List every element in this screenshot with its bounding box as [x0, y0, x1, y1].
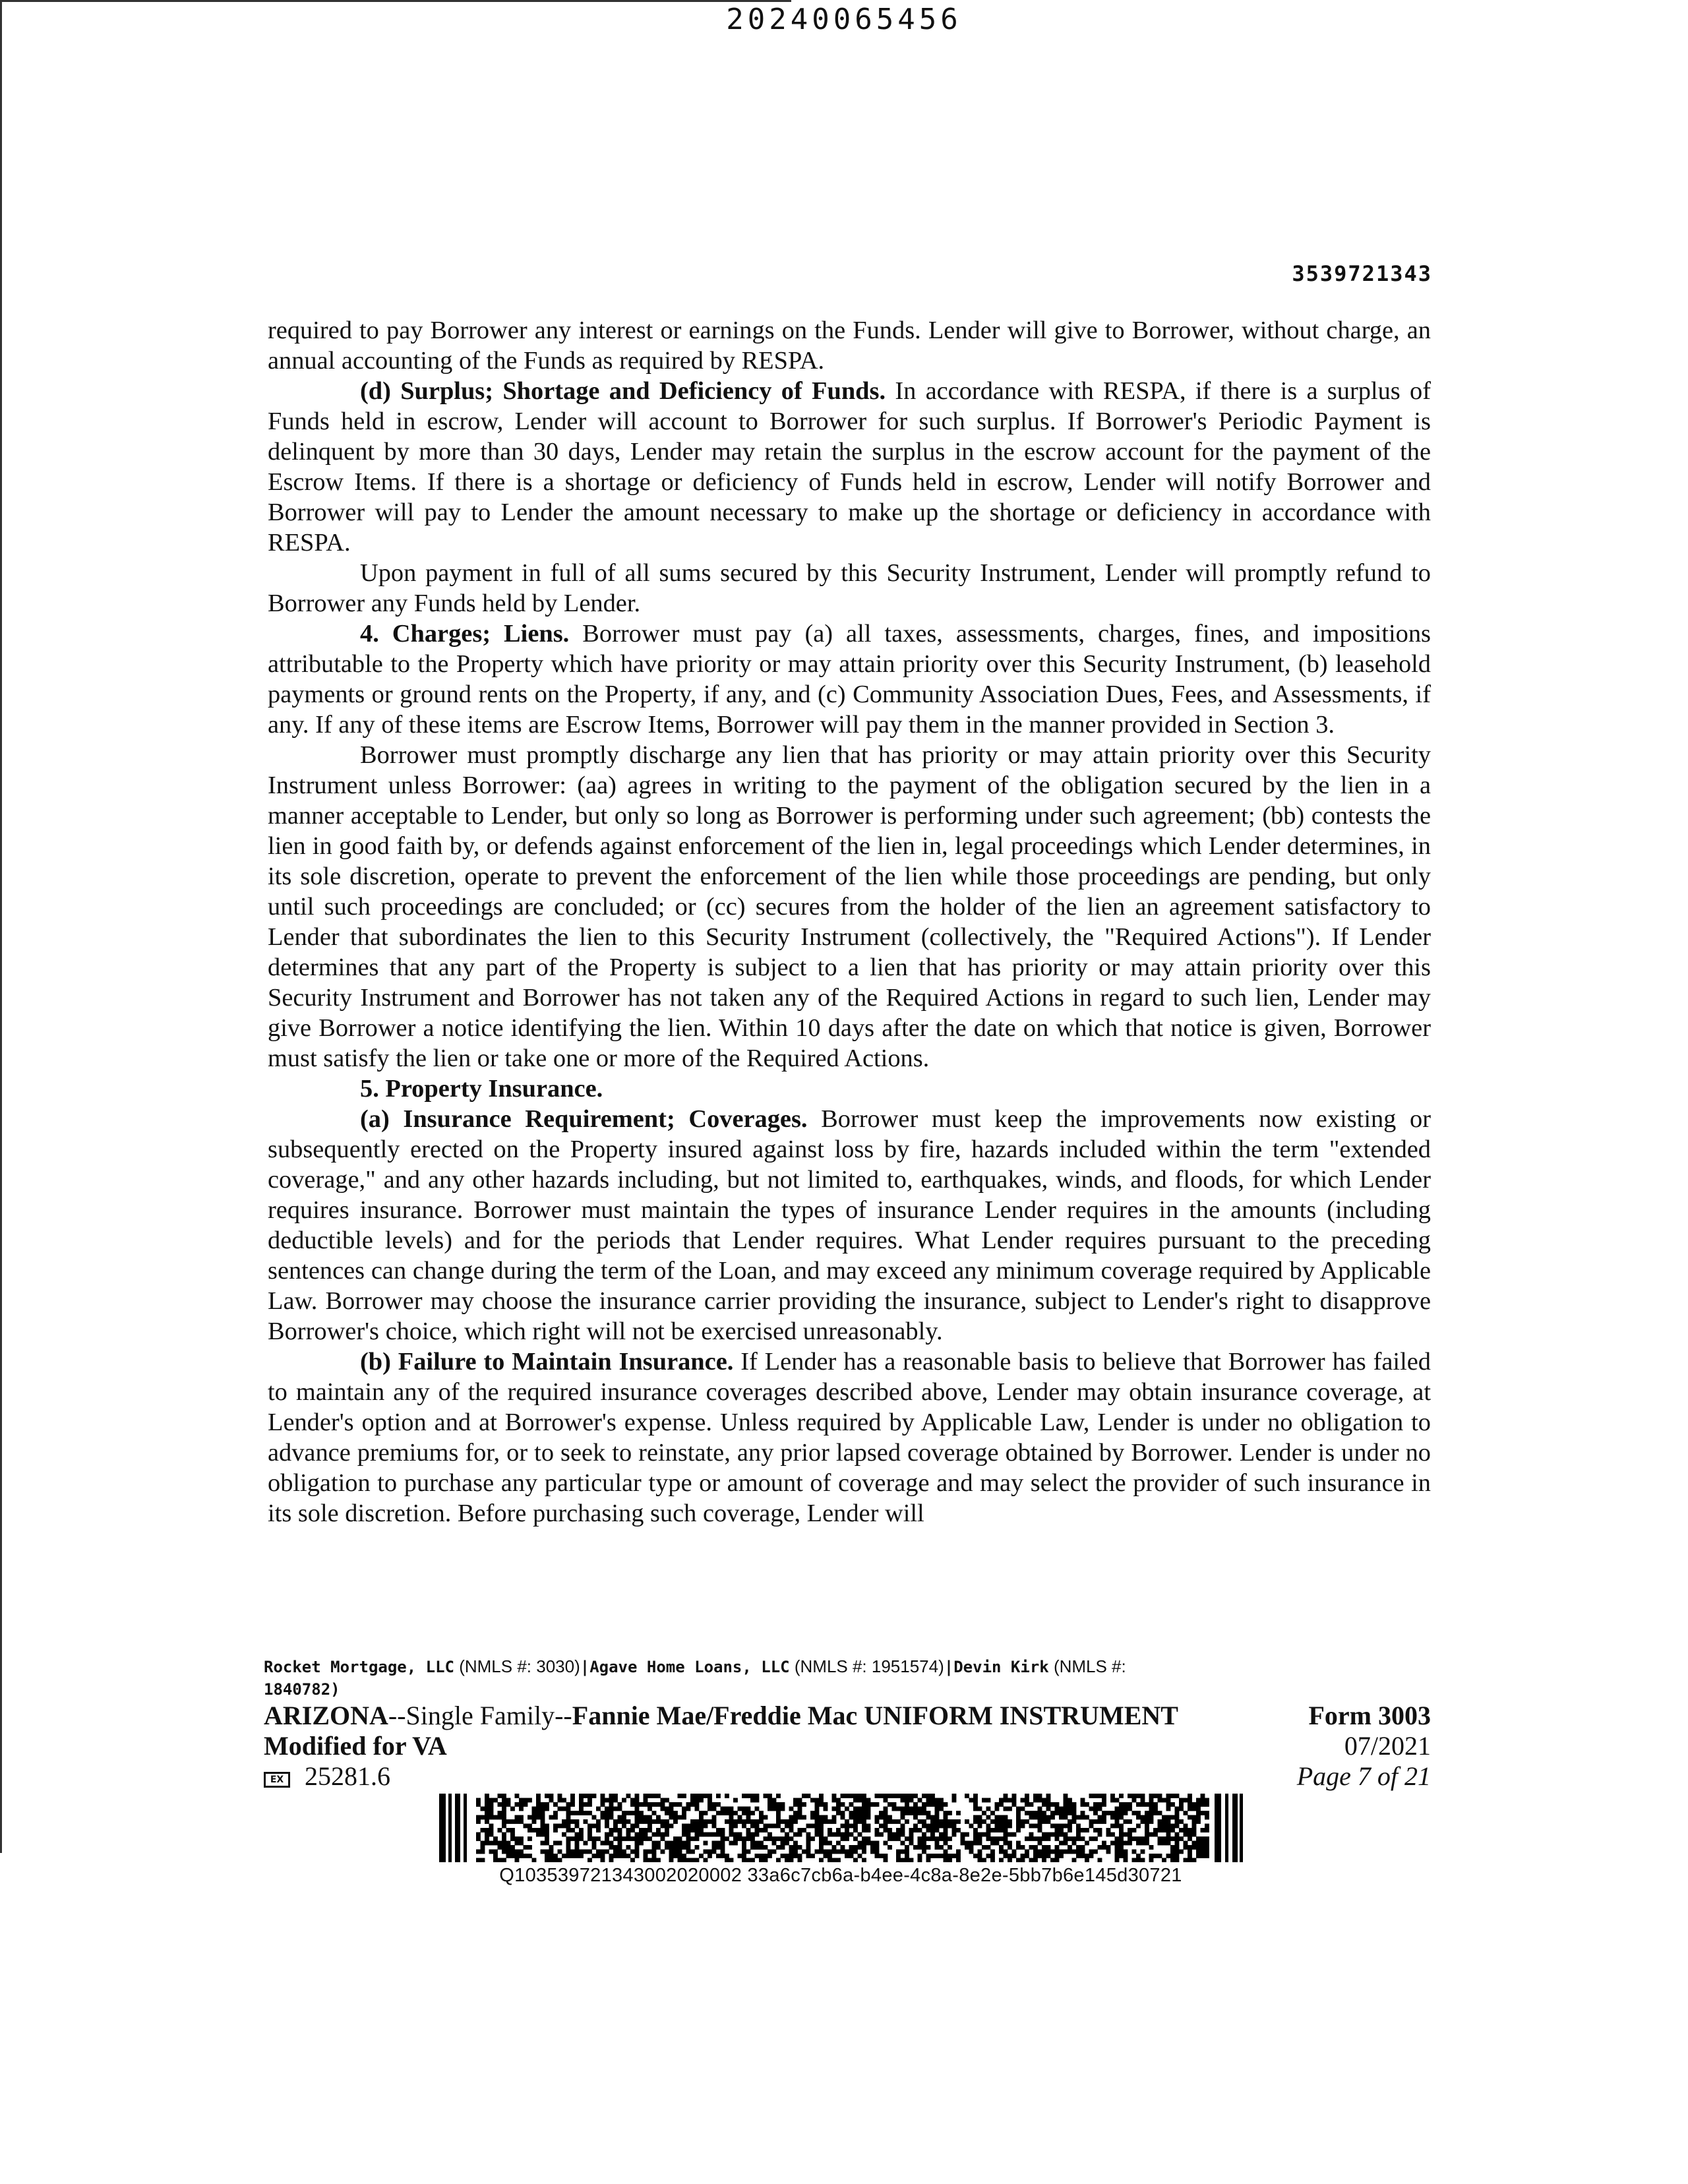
form-info-row	[264, 1701, 1431, 1792]
form-footer	[264, 1655, 1431, 1792]
lender-line	[264, 1655, 1431, 1701]
form-number: Form 3003	[1308, 1701, 1431, 1730]
separator: |	[580, 1658, 590, 1676]
form-number-block	[1297, 1701, 1431, 1792]
paragraph	[268, 619, 1431, 740]
form-state: ARIZONA	[264, 1701, 388, 1730]
paragraph-text: In accordance with RESPA, if there is a surplus of Funds held in escrow, Lender will account to Borrower for such surplus. If Borrower's Periodic Payment is delinquent by more than 30 days, Lender may retain the surplus in the escrow account for the payment of the Escrow Items. If there is a shortage or deficiency of Funds held in escrow, Lender will notify Borrower and Borrower will pay to Lender the amount necessary to make up the shortage or deficiency in accordance with RESPA.	[268, 377, 1431, 557]
page-number: Page 7 of 21	[1296, 1761, 1431, 1791]
section-heading: (a) Insurance Requirement; Coverages.	[360, 1105, 808, 1133]
section-heading: 5. Property Insurance.	[360, 1075, 603, 1103]
nmls-label: (NMLS #:	[1048, 1656, 1126, 1676]
nmls-number: (NMLS #: 3030)	[454, 1656, 580, 1676]
document-body	[268, 315, 1431, 1529]
barcode-text: Q103539721343002020002 33a6c7cb6a-b4ee-4c8a-8e2e-5bb7b6e145d30721	[499, 1865, 1182, 1886]
scan-edge-top	[0, 0, 791, 2]
nmls-number: 1840782)	[264, 1680, 340, 1699]
form-date: 07/2021	[1344, 1731, 1431, 1761]
paragraph	[268, 1347, 1431, 1529]
section-heading: 4. Charges; Liens.	[360, 620, 570, 648]
barcode-block	[435, 1794, 1246, 1887]
form-title-block	[264, 1701, 1178, 1792]
document-icon: EX	[264, 1772, 290, 1788]
paragraph	[268, 1104, 1431, 1347]
paragraph: Upon payment in full of all sums secured by this Security Instrument, Lender will promptly refund to Borrower any Funds held by Lender.	[268, 559, 1431, 617]
lender-name: Rocket Mortgage, LLC	[264, 1658, 454, 1676]
form-modified: Modified for VA	[264, 1731, 447, 1761]
recording-number: 20240065456	[726, 3, 962, 36]
section-heading: (d) Surplus; Shortage and Deficiency of Funds.	[360, 377, 886, 405]
form-family: --Single Family--	[388, 1701, 572, 1730]
paragraph-text: If Lender has a reasonable basis to believe that Borrower has failed to maintain any of the required insurance coverages described above, Lender may obtain insurance coverage, at Lender's option and at Borrower's expense. Unless required by Applicable Law, Lender is under no obligation to advance premiums for, or to seek to reinstate, any prior lapsed coverage obtained by Borrower. Lender is under no obligation to purchase any particular type or amount of coverage and may select the provider of such insurance in its sole discretion. Before purchasing such coverage, Lender will	[268, 1348, 1431, 1527]
nmls-number: (NMLS #: 1951574)	[789, 1656, 944, 1676]
loan-originator-name: Devin Kirk	[953, 1658, 1049, 1676]
paragraph	[268, 376, 1431, 558]
paragraph: required to pay Borrower any interest or earnings on the Funds. Lender will give to Borrower, without charge, an annual accounting of the Funds as required by RESPA.	[268, 317, 1431, 375]
paragraph-text: Borrower must keep the improvements now existing or subsequently erected on the Property insured against loss by fire, hazards included within the term "extended coverage," and any other hazards including, but not limited to, earthquakes, winds, and floods, for which Lender requires insurance. Borrower must maintain the types of insurance Lender requires in the amounts (including deductible levels) and for the periods that Lender requires. What Lender requires pursuant to the preceding sentences can change during the term of the Loan, and may exceed any minimum coverage required by Applicable Law. Borrower may choose the insurance carrier providing the insurance, subject to Lender's right to disapprove Borrower's choice, which right will not be exercised unreasonably.	[268, 1105, 1431, 1345]
lender-name: Agave Home Loans, LLC	[589, 1658, 790, 1676]
paragraph	[268, 1074, 1431, 1104]
paragraph-text: Borrower must pay (a) all taxes, assessments, charges, fines, and impositions attributable to the Property which have priority or may attain priority over this Security Instrument, (b) leasehold payments or ground rents on the Property, if any, and (c) Community Association Dues, Fees, and Assessments, if any. If any of these items are Escrow Items, Borrower will pay them in the manner provided in Section 3.	[268, 620, 1432, 739]
paragraph: Borrower must promptly discharge any lien that has priority or may attain priority over this Security Instrument unless Borrower: (aa) agrees in writing to the payment of the obligation secured by the lien in a manner acceptable to Lender, but only so long as Borrower is performing under such agreement; (bb) contests the lien in good faith by, or defends against enforcement of the lien in, legal proceedings which Lender determines, in its sole discretion, operate to prevent the enforcement of the lien while those proceedings are pending, but only until such proceedings are concluded; or (cc) secures from the holder of the lien an agreement satisfactory to Lender that subordinates the lien to this Security Instrument (collectively, the "Required Actions"). If Lender determines that any part of the Property is subject to a lien that has priority or may attain priority over this Security Instrument and Borrower has not taken any of the Required Actions in regard to such lien, Lender may give Borrower a notice identifying the lien. Within 10 days after the date on which that notice is given, Borrower must satisfy the lien or take one or more of the Required Actions.	[268, 741, 1431, 1072]
barcode-image	[439, 1794, 1244, 1862]
form-code: 25281.6	[305, 1761, 390, 1791]
section-heading: (b) Failure to Maintain Insurance.	[360, 1348, 734, 1376]
scan-edge-left	[0, 0, 2, 1853]
form-instrument: Fannie Mae/Freddie Mac UNIFORM INSTRUMENT	[572, 1701, 1178, 1730]
separator: |	[944, 1658, 954, 1676]
loan-number: 3539721343	[1292, 261, 1432, 286]
